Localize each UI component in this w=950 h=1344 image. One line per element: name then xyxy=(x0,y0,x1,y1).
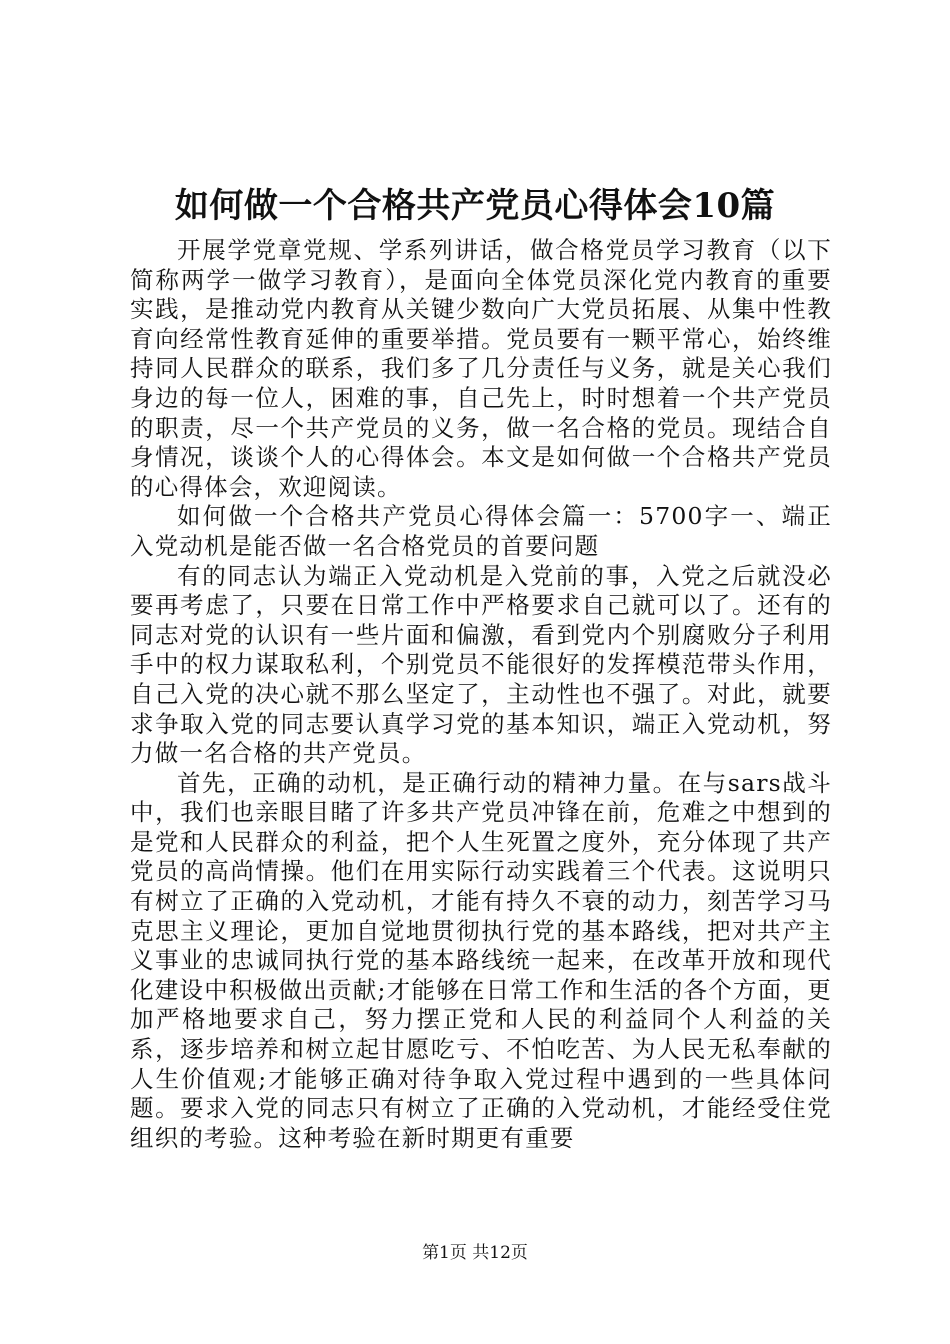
paragraph-intro: 开展学党章党规、学系列讲话，做合格党员学习教育（以下简称两学一做学习教育），是面向全体党员深化党内教育的重要实践，是推动党内教育从关键少数向广大党员拓展、从集中性教育向经常性教育延伸的重要举措。党员要有一颗平常心，始终维持同人民群众的联系，我们多了几分责任与义务，就是关心我们身边的每一位人，困难的事，自己先上，时时想着一个共产党员的职责，尽一个共产党员的义务，做一名合格的党员。现结合自身情况，谈谈个人的心得体会。本文是如何做一个合格共产党员的心得体会，欢迎阅读。 xyxy=(130,236,832,501)
document-body xyxy=(130,236,832,1153)
page-number-footer: 第1页 共12页 xyxy=(422,1243,528,1263)
paragraph-section-heading: 如何做一个合格共产党员心得体会篇一：5700字一、端正入党动机是能否做一名合格党员的首要问题 xyxy=(130,502,832,560)
paragraph-motive: 有的同志认为端正入党动机是入党前的事，入党之后就没必要再考虑了，只要在日常工作中严格要求自己就可以了。还有的同志对党的认识有一些片面和偏激，看到党内个别腐败分子利用手中的权力谋取私利，个别党员不能很好的发挥模范带头作用，自己入党的决心就不那么坚定了，主动性也不强了。对此，就要求争取入党的同志要认真学习党的基本知识，端正入党动机，努力做一名合格的共产党员。 xyxy=(130,561,832,768)
document-title: 如何做一个合格共产党员心得体会10篇 xyxy=(174,186,776,226)
paragraph-first-point: 首先，正确的动机，是正确行动的精神力量。在与sars战斗中，我们也亲眼目睹了许多共产党员冲锋在前，危难之中想到的是党和人民群众的利益，把个人生死置之度外，充分体现了共产党员的高尚情操。他们在用实际行动实践着三个代表。这说明只有树立了正确的入党动机，才能有持久不衰的动力，刻苦学习马克思主义理论，更加自觉地贯彻执行党的基本路线，把对共产主义事业的忠诚同执行党的基本路线统一起来，在改革开放和现代化建设中积极做出贡献;才能够在日常工作和生活的各个方面，更加严格地要求自己，努力摆正党和人民的利益同个人利益的关系，逐步培养和树立起甘愿吃亏、不怕吃苦、为人民无私奉献的人生价值观;才能够正确对待争取入党过程中遇到的一些具体问题。要求入党的同志只有树立了正确的入党动机，才能经受住党组织的考验。这种考验在新时期更有重要 xyxy=(130,768,832,1152)
